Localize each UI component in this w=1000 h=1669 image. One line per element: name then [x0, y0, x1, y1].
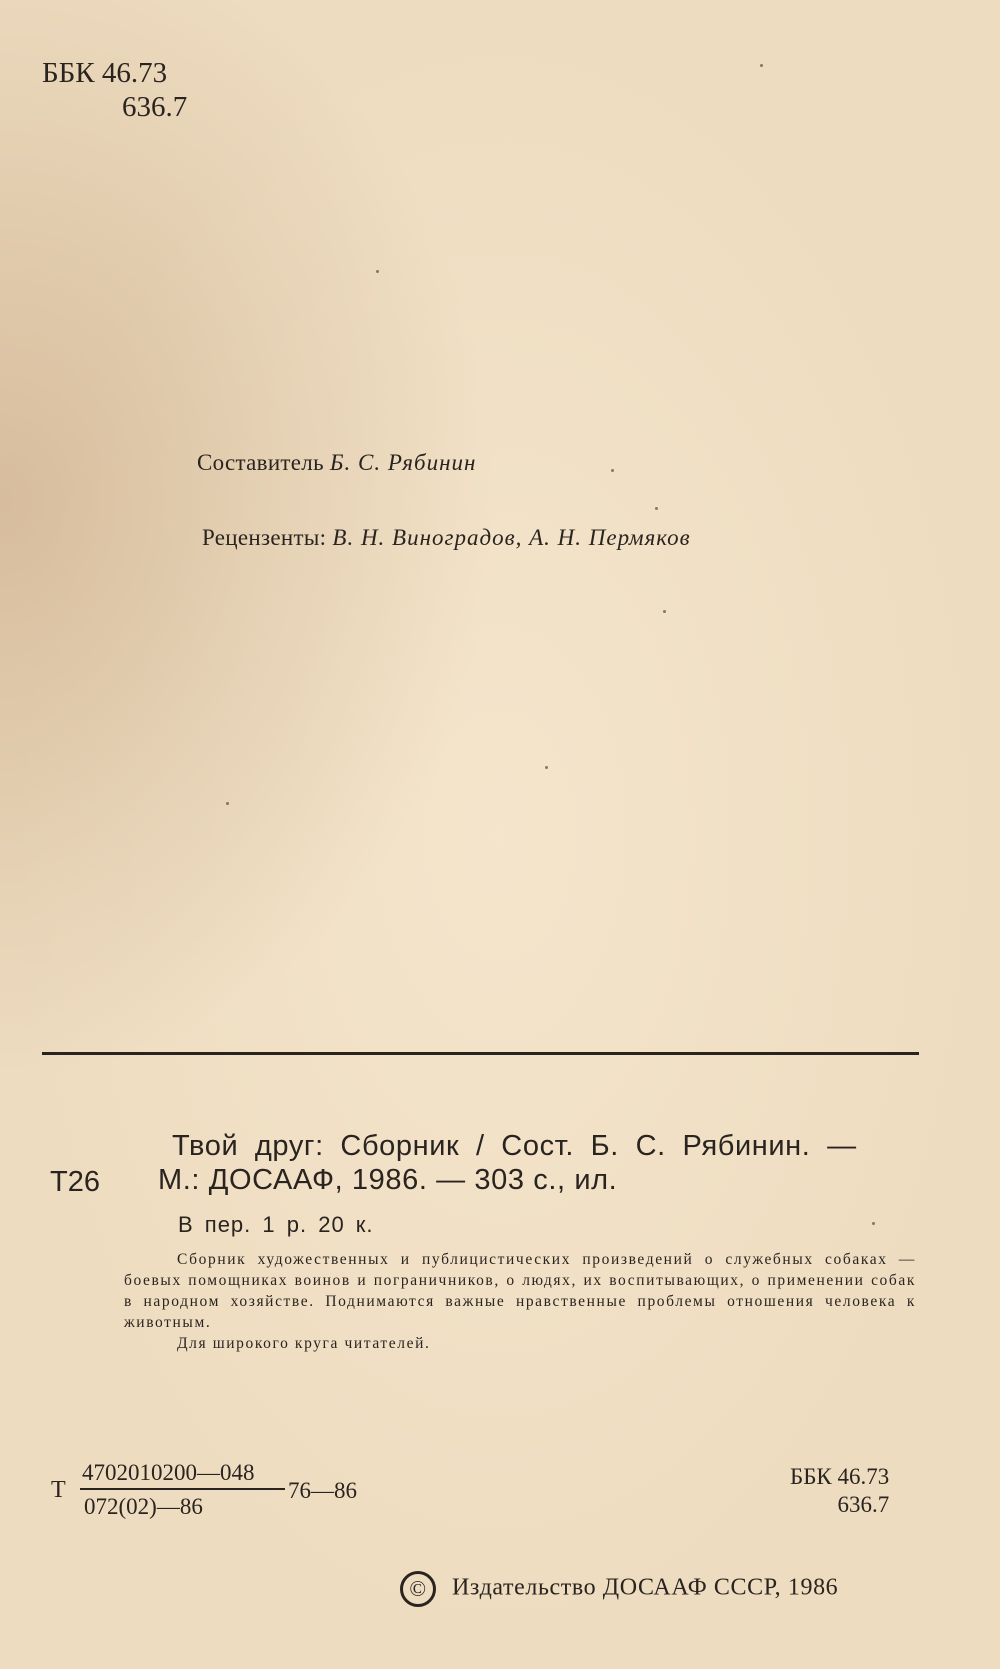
author-code: Т26 — [50, 1166, 100, 1198]
bbk-code-bottom: ББК 46.73 — [790, 1464, 890, 1489]
section-divider — [42, 1052, 919, 1055]
speck — [872, 1222, 875, 1225]
index-letter: Т — [51, 1477, 66, 1503]
reviewers-line — [202, 525, 691, 551]
copyright-text: Издательство ДОСААФ СССР, 1986 — [452, 1574, 839, 1601]
index-denominator: 072(02)—86 — [84, 1494, 203, 1519]
reviewers-label: Рецензенты: — [202, 525, 327, 550]
speck — [376, 270, 379, 273]
bbk-subcode-bottom: 636.7 — [837, 1492, 890, 1517]
reviewers-names: В. Н. Виноградов, А. Н. Пермяков — [332, 525, 691, 550]
index-fraction — [80, 1460, 285, 1520]
bbk-classification-top — [42, 56, 187, 124]
copyright-icon: © — [400, 1571, 436, 1607]
bbk-subcode: 636.7 — [122, 91, 188, 123]
price-line: В пер. 1 р. 20 к. — [178, 1212, 374, 1237]
speck — [655, 507, 658, 510]
compiler-label: Составитель — [197, 450, 324, 475]
audience-note: Для широкого круга читателей. — [177, 1335, 431, 1352]
speck — [611, 469, 614, 472]
compiler-line — [197, 450, 476, 476]
fraction-bar — [80, 1488, 285, 1490]
bibliographic-line-2: М.: ДОСААФ, 1986. — 303 с., ил. — [158, 1164, 618, 1196]
annotation-text: Сборник художественных и публицистических произведений о служебных собаках — боевых помощниках воинов и пограничников, о людях, их воспитывающих, о применении собак в народном хозяйстве. Поднимаются важные нравственные проблемы отношения человека к животным. — [124, 1251, 916, 1331]
index-numerator: 4702010200—048 — [82, 1460, 255, 1485]
speck — [663, 610, 666, 613]
speck — [226, 802, 229, 805]
speck — [545, 766, 548, 769]
compiler-name: Б. С. Рябинин — [329, 450, 477, 475]
bibliographic-line-1: Твой друг: Сборник / Сост. Б. С. Рябинин. — — [172, 1130, 857, 1162]
speck — [760, 64, 763, 67]
copyright-line — [400, 1571, 838, 1607]
index-tail: 76—86 — [288, 1478, 357, 1503]
bbk-classification-bottom — [790, 1463, 889, 1519]
bbk-code: ББК 46.73 — [42, 57, 168, 89]
annotation — [124, 1249, 916, 1354]
